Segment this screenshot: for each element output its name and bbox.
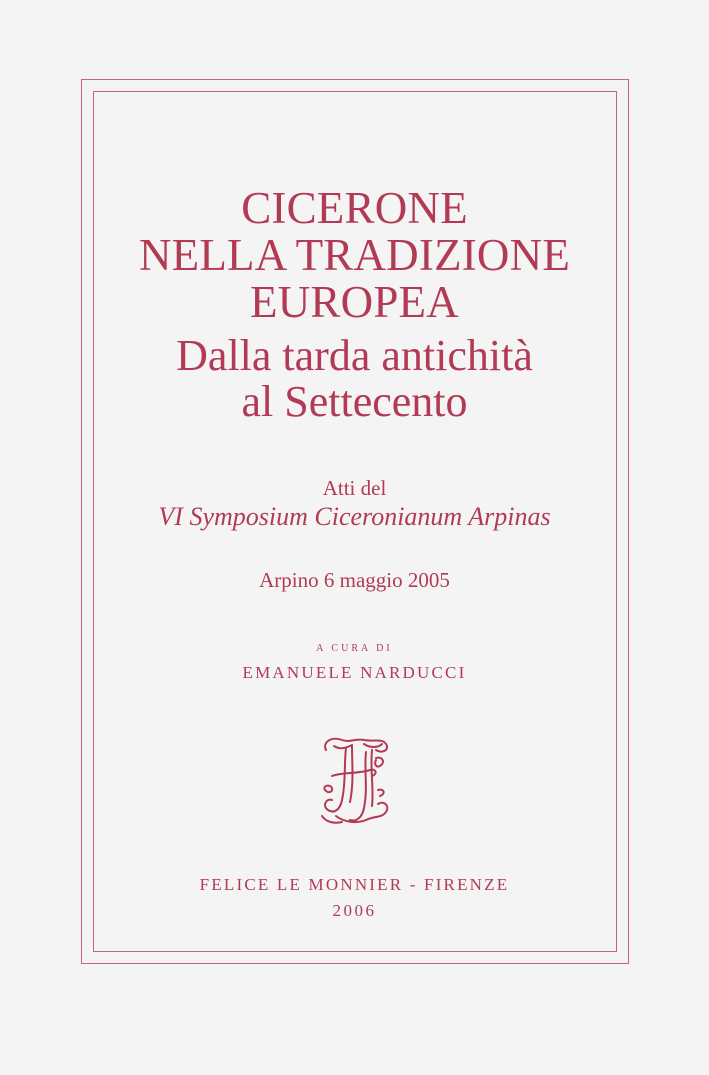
publication-year: 2006: [332, 901, 377, 920]
title-line-3: EUROPEA: [250, 277, 459, 327]
edited-by-label: A CURA DI: [316, 643, 393, 654]
atti-label: Atti del: [322, 476, 387, 500]
subtitle-line-1: Dalla tarda antichità: [176, 331, 533, 380]
editor-name: EMANUELE NARDUCCI: [242, 663, 467, 682]
title-line-1: CICERONE: [241, 183, 468, 233]
symposium-title: VI Symposium Ciceronianum Arpinas: [158, 502, 551, 531]
event-date: Arpino 6 maggio 2005: [259, 568, 450, 592]
subtitle-line-2: al Settecento: [241, 377, 468, 426]
title-line-2: NELLA TRADIZIONE: [138, 230, 571, 280]
publisher-name: FELICE LE MONNIER - FIRENZE: [199, 875, 510, 894]
publisher-monogram-icon: [312, 730, 396, 830]
